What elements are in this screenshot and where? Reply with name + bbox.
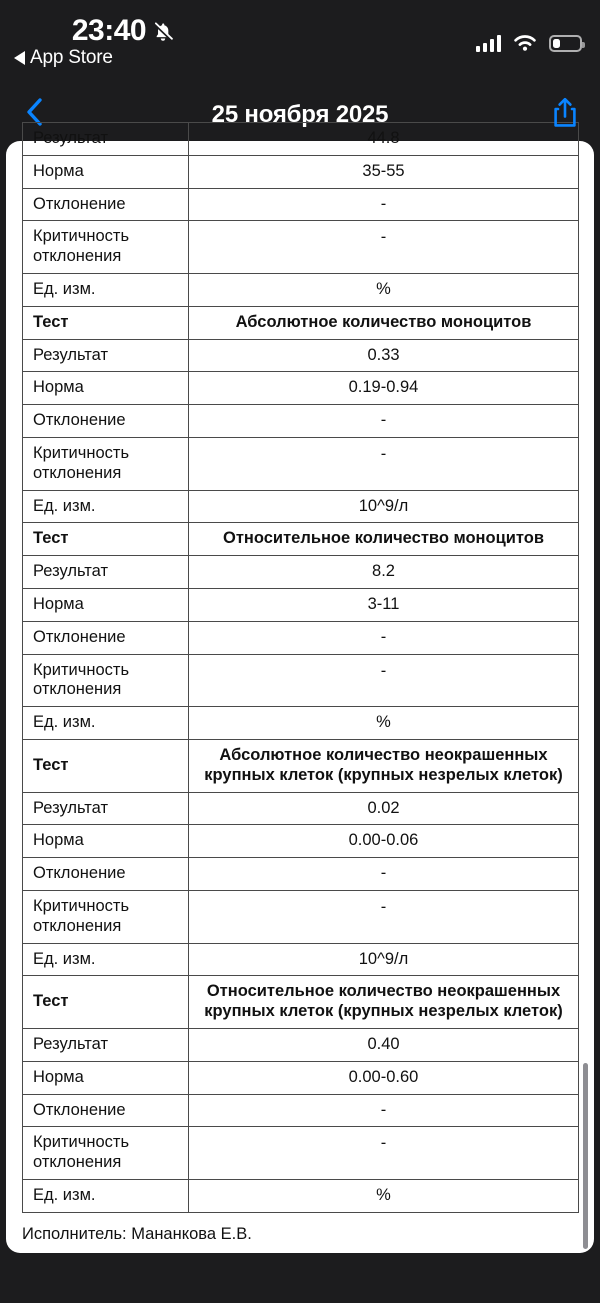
row-label: Ед. изм. — [23, 490, 189, 523]
table-row — [23, 155, 579, 188]
row-value: - — [189, 1094, 579, 1127]
row-value: % — [189, 273, 579, 306]
row-value: 10^9/л — [189, 943, 579, 976]
table-row — [23, 588, 579, 621]
row-value: % — [189, 1179, 579, 1212]
row-value — [189, 976, 579, 1029]
table-row — [23, 654, 579, 707]
table-row — [23, 1061, 579, 1094]
row-value: 35-55 — [189, 155, 579, 188]
row-label-line2: отклонения — [33, 680, 122, 699]
row-label-line2: отклонения — [33, 1153, 122, 1172]
table-row — [23, 1127, 579, 1180]
performer-note: Исполнитель: Мананкова Е.В. — [22, 1224, 252, 1243]
document-content — [6, 122, 594, 1244]
table-row — [23, 1094, 579, 1127]
table-row — [23, 858, 579, 891]
row-label-line2: отклонения — [33, 247, 122, 266]
row-label-line1: Критичность — [33, 443, 130, 462]
row-label-line1: Критичность — [33, 227, 130, 246]
row-label: Норма — [23, 588, 189, 621]
row-value: - — [189, 221, 579, 274]
row-value: 44.8 — [189, 123, 579, 156]
row-label-line2: отклонения — [33, 916, 122, 935]
row-label-line1: Критичность — [33, 896, 130, 915]
row-value: Абсолютное количество моноцитов — [189, 306, 579, 339]
battery-icon — [549, 35, 582, 52]
table-row-test — [23, 523, 579, 556]
row-label: Ед. изм. — [23, 943, 189, 976]
lab-results-table — [22, 122, 579, 1213]
table-row — [23, 890, 579, 943]
table-row — [23, 1028, 579, 1061]
status-time-row — [14, 16, 214, 46]
row-value: 8.2 — [189, 556, 579, 589]
row-label: Результат — [23, 792, 189, 825]
row-label: Норма — [23, 825, 189, 858]
table-row — [23, 405, 579, 438]
status-back-app-label: App Store — [30, 47, 113, 68]
table-row — [23, 339, 579, 372]
table-row — [23, 1179, 579, 1212]
row-label-line1: Критичность — [33, 660, 130, 679]
row-value: 0.02 — [189, 792, 579, 825]
row-label — [23, 437, 189, 490]
row-label: Тест — [23, 739, 189, 792]
table-row — [23, 943, 579, 976]
row-value: - — [189, 858, 579, 891]
row-value: - — [189, 188, 579, 221]
row-label-line2: отклонения — [33, 463, 122, 482]
row-label — [23, 221, 189, 274]
row-label: Отклонение — [23, 621, 189, 654]
row-value: Относительное количество моноцитов — [189, 523, 579, 556]
row-label: Тест — [23, 306, 189, 339]
row-label — [23, 1127, 189, 1180]
cellular-signal-icon — [476, 35, 502, 52]
row-value: 0.40 — [189, 1028, 579, 1061]
status-time: 23:40 — [71, 14, 147, 47]
row-value: % — [189, 707, 579, 740]
row-label: Отклонение — [23, 858, 189, 891]
row-value: - — [189, 405, 579, 438]
table-row — [23, 825, 579, 858]
row-value: - — [189, 654, 579, 707]
status-bar — [0, 0, 600, 88]
table-row — [23, 437, 579, 490]
status-bar-left — [14, 16, 214, 69]
row-value: 3-11 — [189, 588, 579, 621]
row-label: Результат — [23, 123, 189, 156]
table-row — [23, 273, 579, 306]
row-label: Отклонение — [23, 405, 189, 438]
table-row — [23, 621, 579, 654]
wifi-icon — [512, 34, 538, 53]
row-value-line1: Абсолютное количество неокрашенных — [219, 745, 548, 764]
table-row — [23, 188, 579, 221]
row-value — [189, 739, 579, 792]
table-row-test — [23, 739, 579, 792]
row-value: 0.00-0.60 — [189, 1061, 579, 1094]
row-value: - — [189, 1127, 579, 1180]
table-row — [23, 707, 579, 740]
row-value-line2: крупных клеток (крупных незрелых клеток) — [204, 1002, 563, 1021]
row-value: 0.00-0.06 — [189, 825, 579, 858]
row-label — [23, 890, 189, 943]
vertical-scrollbar[interactable] — [583, 1063, 588, 1249]
row-label: Отклонение — [23, 1094, 189, 1127]
row-label: Норма — [23, 372, 189, 405]
row-value-line1: Относительное количество неокрашенных — [206, 982, 561, 1001]
row-value: 0.19-0.94 — [189, 372, 579, 405]
row-label-line1: Критичность — [33, 1133, 130, 1152]
row-label: Норма — [23, 1061, 189, 1094]
row-value: 0.33 — [189, 339, 579, 372]
row-label: Тест — [23, 976, 189, 1029]
triangle-left-icon — [14, 51, 25, 65]
table-row — [23, 490, 579, 523]
row-value-line2: крупных клеток (крупных незрелых клеток) — [204, 765, 563, 784]
row-label: Ед. изм. — [23, 1179, 189, 1212]
table-row — [23, 221, 579, 274]
table-row — [23, 556, 579, 589]
document-card[interactable] — [6, 129, 594, 1253]
row-label: Ед. изм. — [23, 707, 189, 740]
status-back-to-app[interactable] — [14, 47, 214, 69]
row-value: - — [189, 621, 579, 654]
status-bar-right — [476, 34, 583, 53]
row-label: Отклонение — [23, 188, 189, 221]
row-value: - — [189, 890, 579, 943]
table-row-test — [23, 306, 579, 339]
table-row — [23, 792, 579, 825]
share-icon — [552, 96, 578, 133]
row-label: Тест — [23, 523, 189, 556]
table-row-test — [23, 976, 579, 1029]
page-title: 25 ноября 2025 — [211, 100, 389, 128]
table-row — [23, 372, 579, 405]
row-label: Норма — [23, 155, 189, 188]
battery-fill — [553, 39, 560, 48]
row-label: Результат — [23, 1028, 189, 1061]
row-label: Результат — [23, 339, 189, 372]
row-value: 10^9/л — [189, 490, 579, 523]
bell-muted-icon — [152, 20, 174, 44]
share-button[interactable] — [538, 95, 578, 135]
table-row — [23, 123, 579, 156]
row-value: - — [189, 437, 579, 490]
row-label — [23, 654, 189, 707]
row-label: Результат — [23, 556, 189, 589]
row-label: Ед. изм. — [23, 273, 189, 306]
